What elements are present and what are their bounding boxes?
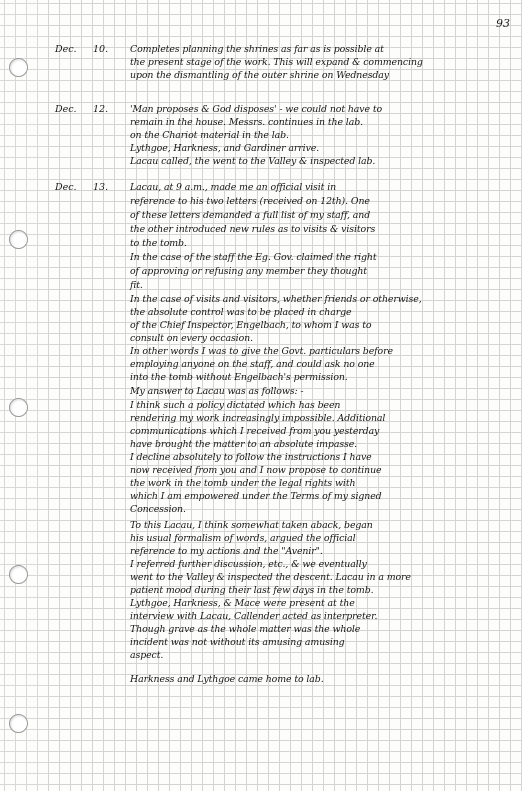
entry-line: reference to his two letters (received on 12th). One	[130, 196, 370, 207]
entry-line: employing anyone on the staff, and could ask no one	[130, 359, 375, 370]
entry-line: the present stage of the work. This will expand & commencing	[130, 57, 423, 68]
entry-line: communications which I received from you yesterday	[130, 426, 380, 437]
entry-line: have brought the matter to an absolute impasse.	[130, 439, 358, 450]
binder-hole	[9, 565, 28, 584]
entry-line: patient mood during their last few days in the tomb.	[130, 585, 374, 596]
entry-line: Concession.	[130, 504, 186, 515]
entry-line: Lythgoe, Harkness, & Mace were present at the	[130, 598, 355, 609]
entry-line: the other introduced new rules as to visits & visitors	[130, 224, 376, 235]
entry-line: fit.	[130, 280, 143, 291]
entry-line: reference to my actions and the "Avenir".	[130, 546, 323, 557]
page-number: 93	[496, 17, 510, 30]
entry-line: the work in the tomb under the legal rights with	[130, 478, 356, 489]
binder-hole	[9, 714, 28, 733]
entry-line: of approving or refusing any member they thought	[130, 266, 367, 277]
entry-line: incident was not without its amusing amusing	[130, 637, 345, 648]
entry-line: In the case of the staff the Eg. Gov. claimed the right	[130, 252, 377, 263]
entry-month: Dec.	[55, 104, 77, 115]
binder-hole	[9, 230, 28, 249]
entry-line: of the Chief Inspector, Engelbach, to whom I was to	[130, 320, 372, 331]
entry-day: 13.	[93, 182, 109, 193]
entry-day: 10.	[93, 44, 109, 55]
entry-line: In other words I was to give the Govt. particulars before	[130, 346, 393, 357]
entry-line: his usual formalism of words, argued the official	[130, 533, 356, 544]
entry-month: Dec.	[55, 182, 77, 193]
entry-line: I decline absolutely to follow the instructions I have	[130, 452, 372, 463]
entry-line: In the case of visits and visitors, whether friends or otherwise,	[130, 294, 422, 305]
entry-line: Lacau called, the went to the Valley & inspected lab.	[130, 156, 376, 167]
entry-line: consult on every occasion.	[130, 333, 253, 344]
entry-line: remain in the house. Messrs. continues in the lab.	[130, 117, 363, 128]
entry-line: into the tomb without Engelbach's permission.	[130, 372, 348, 383]
entry-line: Harkness and Lythgoe came home to lab.	[130, 674, 324, 685]
entry-line: rendering my work increasingly impossible. Additional	[130, 413, 386, 424]
entry-line: the absolute control was to be placed in charge	[130, 307, 352, 318]
entry-line: interview with Lacau, Callender acted as interpreter.	[130, 611, 378, 622]
entry-line: My answer to Lacau was as follows: -	[130, 386, 304, 397]
entry-line: aspect.	[130, 650, 164, 661]
entry-line: I referred further discussion, etc., & we eventually	[130, 559, 367, 570]
entry-line: 'Man proposes & God disposes' - we could not have to	[130, 104, 383, 115]
entry-line: upon the dismantling of the outer shrine on Wednesday	[130, 70, 389, 81]
entry-line: now received from you and I now propose to continue	[130, 465, 382, 476]
entry-month: Dec.	[55, 44, 77, 55]
entry-line: I think such a policy dictated which has been	[130, 400, 341, 411]
entry-day: 12.	[93, 104, 109, 115]
binder-hole	[9, 58, 28, 77]
entry-line: Lythgoe, Harkness, and Gardiner arrive.	[130, 143, 320, 154]
entry-line: Completes planning the shrines as far as is possible at	[130, 44, 384, 55]
entry-line: which I am empowered under the Terms of my signed	[130, 491, 382, 502]
entry-line: went to the Valley & inspected the descent. Lacau in a more	[130, 572, 411, 583]
binder-hole	[9, 398, 28, 417]
entry-line: of these letters demanded a full list of my staff, and	[130, 210, 371, 221]
entry-line: to the tomb.	[130, 238, 187, 249]
entry-line: on the Chariot material in the lab.	[130, 130, 289, 141]
entry-line: Though grave as the whole matter was the whole	[130, 624, 361, 635]
entry-line: Lacau, at 9 a.m., made me an official visit in	[130, 182, 337, 193]
entry-line: To this Lacau, I think somewhat taken aback, began	[130, 520, 373, 531]
